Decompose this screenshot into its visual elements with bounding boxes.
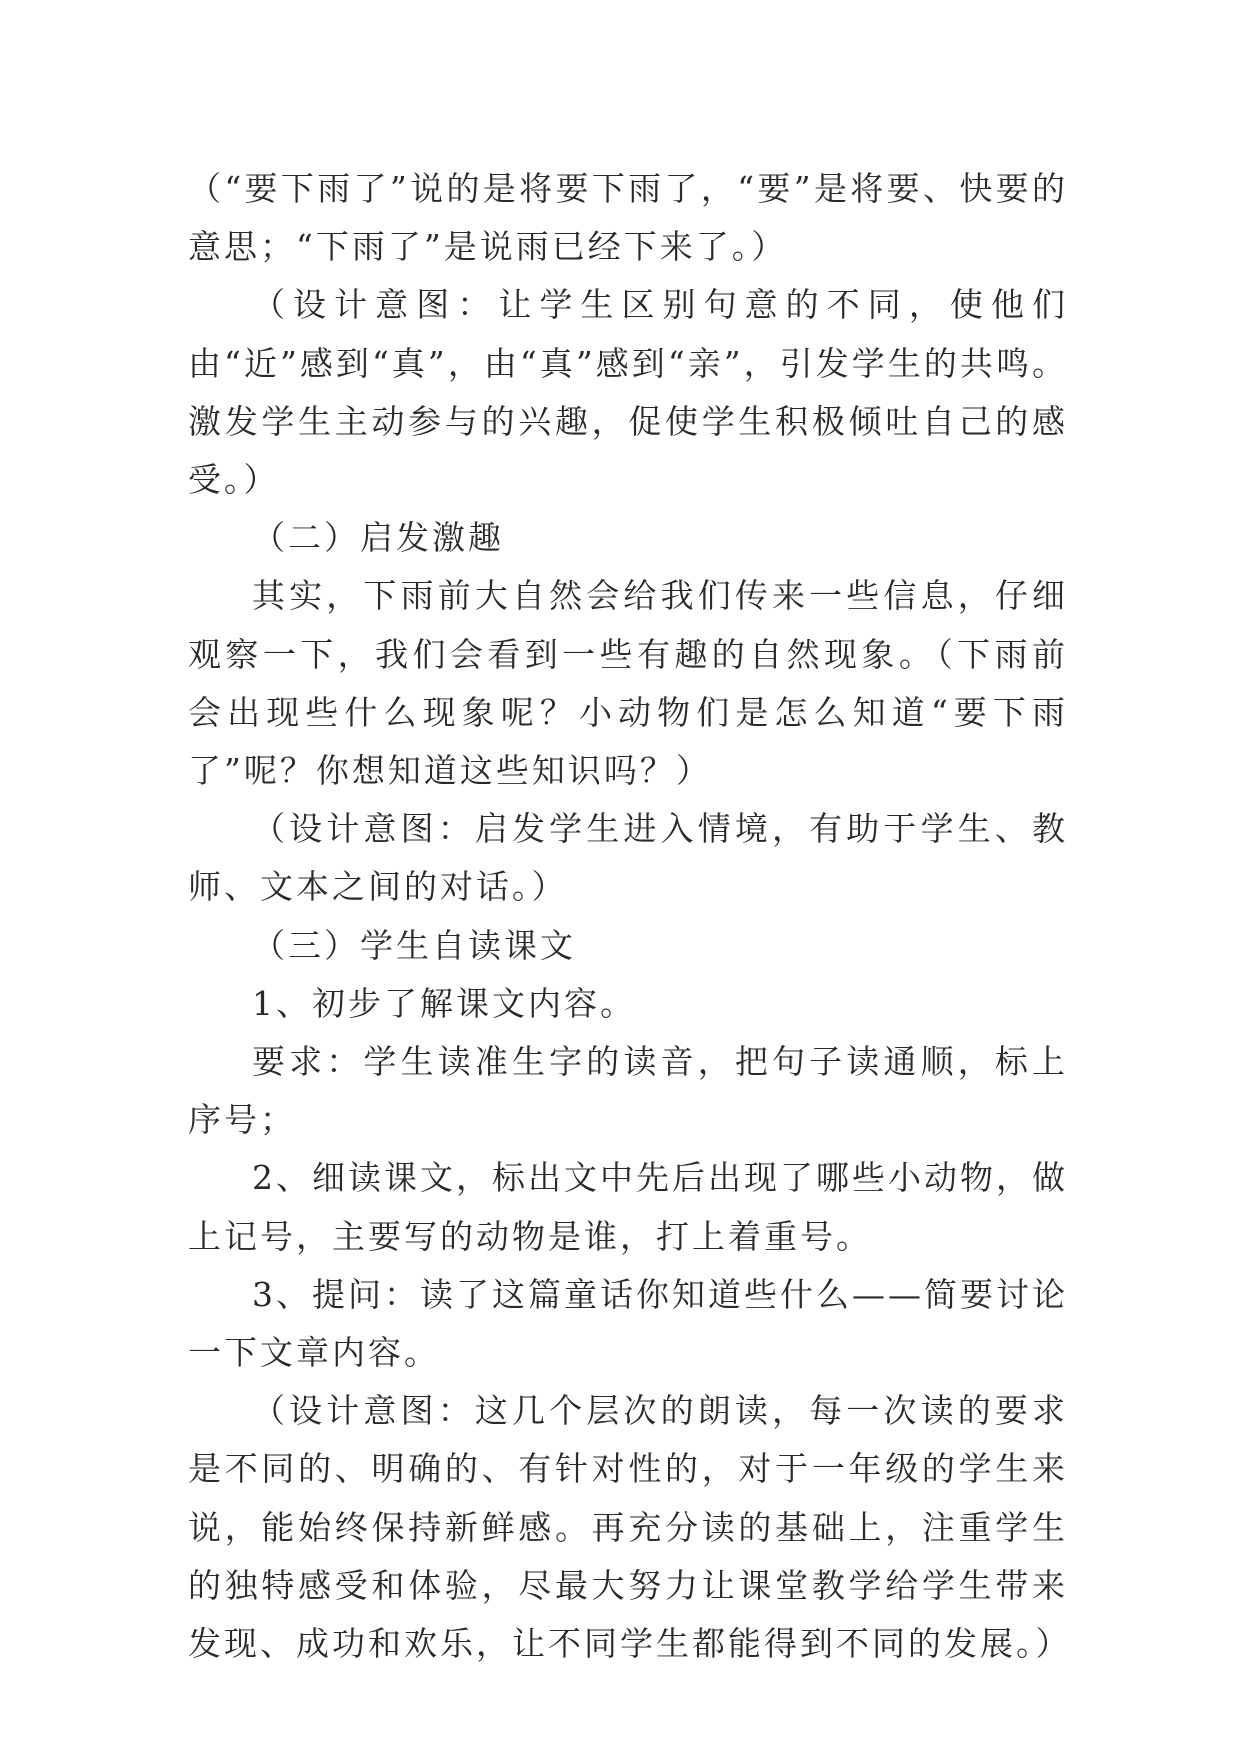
document-body [188,160,1072,1673]
paragraph-design-intent-1: （设计意图：让学生区别句意的不同，使他们由“近”感到“真”，由“真”感到“亲”，引发学生的共鸣。激发学生主动参与的兴趣，促使学生积极倾吐自己的感受。） [188,285,1068,500]
list-item-step-2: 2、细读课文，标出文中先后出现了哪些小动物，做上记号，主要写的动物是谁，打上着重号。 [188,1158,1068,1256]
section-heading-self-reading: （三）学生自读课文 [252,925,576,965]
paragraph-nature-signals: 其实，下雨前大自然会给我们传来一些信息，仔细观察一下，我们会看到一些有趣的自然现象。（下雨前会出现些什么现象呢？小动物们是怎么知道“要下雨了”呢？你想知道这些知识吗？） [188,576,1068,791]
list-item-step-1: 1、初步了解课文内容。 [252,983,636,1023]
paragraph-rain-meaning: （“要下雨了”说的是将要下雨了，“要”是将要、快要的意思；“下雨了”是说雨已经下来了。） [188,169,1068,267]
list-item-requirement: 要求：学生读准生字的读音，把句子读通顺，标上序号； [188,1042,1068,1140]
section-heading-inspire-interest: （二）启发激趣 [252,518,504,558]
paragraph-design-intent-3: （设计意图：这几个层次的朗读，每一次读的要求是不同的、明确的、有针对性的，对于一年级的学生来说，能始终保持新鲜感。再充分读的基础上，注重学生的独特感受和体验，尽最大努力让课堂教学给学生带来发现、成功和欢乐，让不同学生都能得到不同的发展。） [188,1391,1072,1664]
paragraph-design-intent-2: （设计意图：启发学生进入情境，有助于学生、教师、文本之间的对话。） [188,809,1068,907]
list-item-step-3: 3、提问：读了这篇童话你知道些什么——简要讨论一下文章内容。 [188,1274,1068,1373]
